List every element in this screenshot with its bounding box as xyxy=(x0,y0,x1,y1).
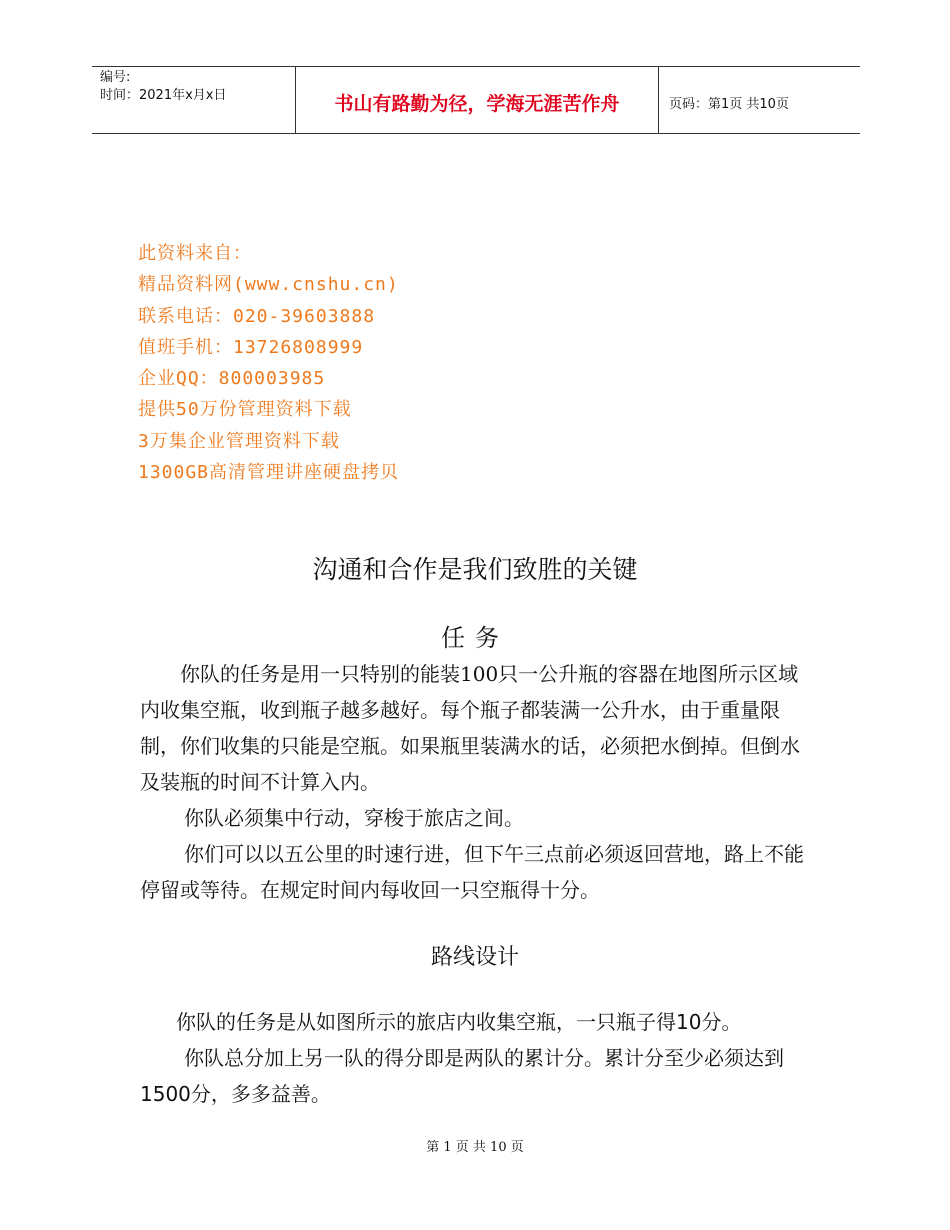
source-line: 提供50万份管理资料下载 xyxy=(138,399,352,421)
source-line: 3万集企业管理资料下载 xyxy=(138,430,340,452)
number-label: 编号: xyxy=(100,70,131,85)
text-run: 你队总分加上另一队的得分即是两队的累计分。累计分至少必须达到 xyxy=(184,1046,784,1070)
bold-text: 必须把水倒掉 xyxy=(600,734,720,758)
header-table xyxy=(92,66,860,134)
main-title: 沟通和合作是我们致胜的关键 xyxy=(312,555,638,584)
text-run: 你队 xyxy=(184,806,224,830)
source-line: 值班手机：13726808999 xyxy=(138,336,364,358)
source-block xyxy=(138,238,399,488)
text-run: 。但倒水及装瓶的时间不计算入内。 xyxy=(140,734,800,794)
route-title: 路线设计 xyxy=(430,945,519,970)
text-run: ，穿梭于旅店之间。 xyxy=(344,806,524,830)
paragraph-speed: 你们可以以五公里的时速行进，但下午三点前必须返回营地，路上不能停留或等待。在规定时间内每收回一只空瓶得十分。 xyxy=(140,842,804,902)
text-run: ，收到瓶子越多越好。每个瓶子都装满一公升水，由于重量限制，你们收集的只能是空瓶。如果瓶里装满水的话， xyxy=(140,698,780,758)
source-line: 此资料来自： xyxy=(138,243,252,264)
source-line: 1300GB高清管理讲座硬盘拷贝 xyxy=(138,462,400,484)
time-label: 时间：2021年x月x日 xyxy=(100,88,227,103)
paragraph-move xyxy=(140,800,812,836)
text-run: 你队的任务是从如图所示的旅店内收集空瓶， xyxy=(176,1010,576,1034)
text-run: 你队的任务是用一只特别的能装100只一公升瓶的容器在地图所示区域内 xyxy=(140,662,799,722)
paragraph-score xyxy=(140,1040,812,1112)
source-line: 联系电话：020-39603888 xyxy=(138,305,376,327)
page-label: 页码：第1页 共10页 xyxy=(669,96,789,112)
bold-text: 收集空瓶 xyxy=(160,698,240,722)
motto: 书山有路勤为径，学海无涯苦作舟 xyxy=(296,67,659,133)
paragraph-route xyxy=(140,1004,812,1040)
text-run: 。 xyxy=(721,1010,742,1034)
bold-text: 一只瓶子得10分 xyxy=(576,1010,722,1034)
bold-text: 1500分 xyxy=(140,1082,211,1106)
paragraph-task xyxy=(140,656,812,800)
header-left-cell xyxy=(92,67,296,133)
task-title: 任务 xyxy=(441,624,509,652)
text-run: ，多多益善。 xyxy=(210,1082,331,1106)
page-footer: 第 1 页 共 10 页 xyxy=(426,1140,524,1155)
bold-text: 必须集中行动 xyxy=(224,806,344,830)
source-line: 企业QQ：800003985 xyxy=(138,368,326,390)
source-line: 精品资料网(www.cnshu.cn) xyxy=(138,274,399,296)
